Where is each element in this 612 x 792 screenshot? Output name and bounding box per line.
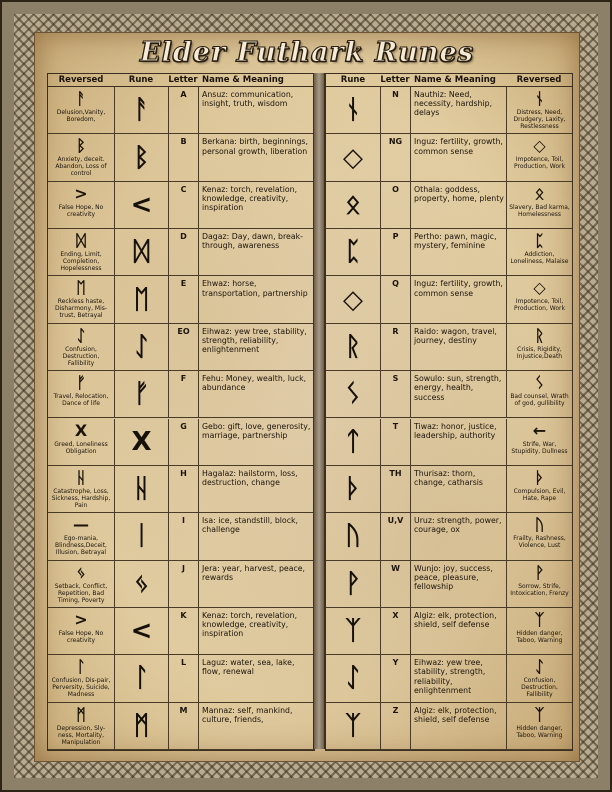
reversed-cell (506, 419, 572, 465)
rune-row (48, 87, 314, 134)
reversed-rune-glyph: ← (532, 420, 547, 440)
reversed-cell (506, 513, 572, 559)
reversed-cell (506, 324, 572, 370)
rune-letter: U,V (380, 513, 410, 559)
rune-letter: S (380, 371, 410, 417)
reversed-rune-glyph: ᛞ (76, 231, 86, 251)
left-rune-table (47, 73, 315, 751)
rune-name-meaning: Tiwaz: honor, justice, leadership, authority (410, 419, 506, 465)
rune-letter: Y (380, 655, 410, 701)
rune-name-meaning: Ehwaz: horse, transportation, partnership (198, 276, 314, 322)
reversed-rune-glyph: ᚾ (534, 89, 545, 108)
reversed-cell (48, 371, 114, 417)
rune-name-meaning: Pertho: pawn, magic, mystery, feminine (410, 229, 506, 275)
reversed-meaning: Ending, Limit, Completion, Hopelessness (60, 251, 102, 273)
rune-letter: EO (168, 324, 198, 370)
rune-glyph: ᛚ (114, 655, 168, 701)
rune-letter: R (380, 324, 410, 370)
reversed-rune-glyph: > (74, 609, 88, 629)
reversed-meaning: Distress, Need, Drudgery, Laxity, Restlessness (513, 109, 566, 130)
right-table-header (326, 74, 572, 87)
reversed-rune-glyph: ◇ (533, 278, 546, 298)
reversed-cell (48, 182, 114, 228)
rune-letter: F (168, 371, 198, 417)
rune-row (326, 703, 572, 750)
rune-row (48, 229, 314, 276)
rune-row (48, 419, 314, 466)
rune-letter: L (168, 655, 198, 701)
rune-name-meaning: Wunjo: joy, success, peace, pleasure, fellowship (410, 561, 506, 607)
rune-letter: P (380, 229, 410, 275)
reversed-rune-glyph: ᛇ (76, 325, 86, 345)
reversed-cell (48, 419, 114, 465)
reversed-meaning: Greed, Loneliness Obligation (54, 440, 108, 455)
rune-glyph: ᛞ (114, 229, 168, 275)
rune-name-meaning: Berkana: birth, beginnings, personal growth, liberation (198, 134, 314, 180)
reversed-rune-glyph: ᛉ (534, 609, 545, 629)
rune-name-meaning: Kenaz: torch, revelation, knowledge, creativity, inspiration (198, 608, 314, 654)
reversed-meaning: Impotence, Toil, Production, Work (514, 156, 565, 171)
reversed-cell (506, 561, 572, 607)
column-divider (313, 73, 325, 749)
rune-name-meaning: Isa: ice, standstill, block, challenge (198, 513, 314, 559)
reversed-cell (48, 608, 114, 654)
rune-letter: E (168, 276, 198, 322)
reversed-meaning: Slavery, Bad karma, Homelessness (509, 203, 570, 218)
header-letter: Letter (168, 75, 198, 85)
rune-glyph: ᚹ (345, 568, 361, 599)
reversed-meaning: Travel, Relocation, Dance of life (53, 393, 109, 408)
rune-row (326, 655, 572, 702)
rune-letter: A (168, 87, 198, 133)
rune-glyph: ᛃ (114, 561, 168, 607)
rune-glyph: ◇ (343, 142, 363, 173)
reversed-rune-glyph: ᚱ (534, 325, 545, 345)
reversed-meaning: Confusion, Destruction, Fallibility (62, 345, 100, 367)
reversed-meaning: Reckless haste, Disharmony, Mis-trust, Betrayal (54, 298, 108, 320)
rune-letter: M (168, 703, 198, 749)
reversed-meaning: Addiction, Loneliness, Malaise (510, 251, 569, 266)
reversed-cell (506, 182, 572, 228)
rune-letter: J (168, 561, 198, 607)
rune-glyph: ᛇ (345, 663, 361, 694)
reversed-cell (506, 87, 572, 133)
rune-name-meaning: Gebo: gift, love, generosity, marriage, partnership (198, 419, 314, 465)
rune-name-meaning: Uruz: strength, power, courage, ox (410, 513, 506, 559)
reversed-rune-glyph: ᚨ (76, 89, 86, 108)
reversed-meaning: Hidden danger, Taboo, Warning (516, 629, 563, 644)
rune-glyph: ᛉ (345, 710, 361, 741)
rune-glyph: ◇ (343, 284, 363, 315)
rune-name-meaning: Laguz: water, sea, lake, flow, renewal (198, 655, 314, 701)
rune-glyph: ᚢ (345, 521, 361, 552)
rune-letter: D (168, 229, 198, 275)
reversed-rune-glyph: ᚹ (534, 562, 545, 582)
rune-row (326, 561, 572, 608)
reversed-rune-glyph: > (74, 183, 88, 203)
reversed-cell (48, 513, 114, 559)
reversed-rune-glyph: ᛃ (76, 562, 86, 582)
rune-row (326, 229, 572, 276)
rune-row (326, 608, 572, 655)
rune-name-meaning: Nauthiz: Need, necessity, hardship, delays (410, 87, 506, 133)
rune-letter: Q (380, 276, 410, 322)
reversed-meaning: Hidden danger, Taboo, Warning (516, 724, 563, 739)
reversed-cell (506, 371, 572, 417)
rune-row (48, 182, 314, 229)
reversed-rune-glyph: ᛚ (76, 657, 86, 677)
rune-glyph: ᛒ (114, 134, 168, 180)
header-meaning: Name & Meaning (202, 75, 284, 85)
left-table-header (48, 74, 314, 87)
rune-row (326, 324, 572, 371)
rune-row (48, 371, 314, 418)
rune-glyph: ᚱ (345, 331, 361, 362)
rune-letter: I (168, 513, 198, 559)
reversed-meaning: Depression, Sly-ness, Mortality, Manipulation (56, 724, 106, 746)
rune-letter: NG (380, 134, 410, 180)
reversed-rune-glyph: ᛗ (76, 704, 86, 724)
rune-glyph: ᛗ (114, 703, 168, 749)
reversed-rune-glyph: ᛈ (534, 231, 545, 251)
reversed-meaning: Compulsion, Evil, Hate, Rape (513, 487, 566, 502)
header-reversed: Reversed (516, 75, 562, 85)
reversed-meaning: False Hope, No creativity (58, 629, 104, 644)
reversed-meaning: Setback, Conflict, Repetition, Bad Timing, Poverty (54, 582, 108, 604)
rune-row (48, 324, 314, 371)
rune-name-meaning: Kenaz: torch, revelation, knowledge, creativity, inspiration (198, 182, 314, 228)
left-table-rows (48, 87, 314, 750)
rune-letter: X (380, 608, 410, 654)
rune-row (326, 466, 572, 513)
right-table-rows (326, 87, 572, 750)
reversed-rune-glyph: — (73, 515, 89, 535)
rune-row (326, 182, 572, 229)
reversed-cell (506, 655, 572, 701)
rune-letter: TH (380, 466, 410, 512)
reversed-rune-glyph: ᚢ (534, 515, 545, 535)
reversed-rune-glyph: ᛖ (76, 278, 86, 298)
rune-letter: H (168, 466, 198, 512)
reversed-cell (48, 229, 114, 275)
rune-glyph: ᛊ (345, 379, 361, 410)
rune-glyph: < (114, 608, 168, 654)
rune-name-meaning: Algiz: elk, protection, shield, self defense (410, 703, 506, 749)
rune-name-meaning: Eihwaz: yew tree, stability, strength, reliability, enlightenment (198, 324, 314, 370)
rune-row (326, 87, 572, 134)
rune-name-meaning: Fehu: Money, wealth, luck, abundance (198, 371, 314, 417)
reversed-meaning: Bad counsel, Wrath of god, gullibility (510, 393, 569, 408)
rune-letter: N (380, 87, 410, 133)
reversed-rune-glyph: ᛊ (534, 373, 545, 393)
rune-row (48, 513, 314, 560)
rune-row (326, 371, 572, 418)
reversed-rune-glyph: ᛟ (534, 183, 545, 203)
reversed-cell (506, 276, 572, 322)
reversed-cell (506, 229, 572, 275)
rune-name-meaning: Jera: year, harvest, peace, rewards (198, 561, 314, 607)
reversed-meaning: Frailty, Rashness, Violence, Lust (513, 535, 566, 550)
reversed-rune-glyph: ᛒ (76, 136, 86, 156)
rune-row (48, 703, 314, 750)
rune-row (326, 513, 572, 560)
rune-name-meaning: Mannaz: self, mankind, culture, friends, (198, 703, 314, 749)
reversed-rune-glyph: X (74, 420, 88, 440)
rune-letter: T (380, 419, 410, 465)
rune-glyph: ᚾ (345, 95, 361, 126)
rune-glyph: ᛏ (345, 426, 361, 457)
rune-name-meaning: Raido: wagon, travel, journey, destiny (410, 324, 506, 370)
rune-row (48, 608, 314, 655)
rune-row (48, 276, 314, 323)
reversed-cell (506, 608, 572, 654)
rune-letter: K (168, 608, 198, 654)
reversed-meaning: Confusion, Destruction, Fallibility (521, 677, 558, 699)
rune-glyph: ᚨ (114, 87, 168, 133)
reversed-cell (48, 276, 114, 322)
rune-glyph: ᛁ (114, 513, 168, 559)
rune-name-meaning: Othala: goddess, property, home, plenty (410, 182, 506, 228)
rune-name-meaning: Hagalaz: hailstorm, loss, destruction, change (198, 466, 314, 512)
rune-name-meaning: Inguz: fertility, growth, common sense (410, 134, 506, 180)
reversed-meaning: Ego-mania, Blindness,Deceit, Illusion, Betrayal (55, 535, 107, 557)
rune-letter: W (380, 561, 410, 607)
rune-glyph: X (114, 419, 168, 465)
rune-name-meaning: Dagaz: Day, dawn, break-through, awareness (198, 229, 314, 275)
page-title: Elder Futhark Runes (140, 37, 474, 68)
reversed-rune-glyph: ᛉ (534, 704, 545, 724)
reversed-cell (48, 655, 114, 701)
rune-row (48, 561, 314, 608)
rune-row (326, 419, 572, 466)
rune-glyph: ᛇ (114, 324, 168, 370)
reversed-rune-glyph: ◇ (533, 136, 546, 156)
rune-name-meaning: Ansuz: communication, insight, truth, wisdom (198, 87, 314, 133)
rune-letter: C (168, 182, 198, 228)
parchment-sheet (34, 32, 580, 762)
rune-letter: O (380, 182, 410, 228)
rune-glyph: ᛉ (345, 616, 361, 647)
reversed-rune-glyph: ᚺ (76, 467, 86, 487)
reversed-meaning: Crisis, Rigidity, Injustice,Death (516, 345, 563, 360)
rune-row (326, 134, 572, 181)
reversed-cell (506, 703, 572, 749)
rune-name-meaning: Algiz: elk, protection, shield, self defense (410, 608, 506, 654)
reversed-meaning: Catastrophe, Loss, Sickness, Hardship, Pain (51, 487, 111, 509)
header-meaning: Name & Meaning (414, 75, 496, 85)
rune-row (48, 466, 314, 513)
reversed-rune-glyph: ᚠ (76, 373, 86, 393)
header-rune: Rune (128, 75, 154, 85)
reversed-rune-glyph: ᛇ (534, 657, 545, 677)
reversed-cell (48, 466, 114, 512)
reversed-cell (48, 703, 114, 749)
header-reversed: Reversed (58, 75, 104, 85)
header-rune: Rune (340, 75, 366, 85)
rune-row (48, 134, 314, 181)
reversed-meaning: False Hope, No creativity (58, 203, 104, 218)
reversed-meaning: Sorrow, Strife, Intoxication, Frenzy (510, 582, 569, 597)
reversed-meaning: Confusion, Dis-pair, Perversity, Suicide, Madness (51, 677, 111, 699)
reversed-cell (48, 134, 114, 180)
rune-glyph: ᚠ (114, 371, 168, 417)
rune-name-meaning: Eihwaz: yew tree, stability, strength, reliability, enlightenment (410, 655, 506, 701)
reversed-rune-glyph: ᚦ (534, 467, 545, 487)
reversed-meaning: Impotence, Toil, Production, Work (514, 298, 565, 313)
rune-name-meaning: Inguz: fertility, growth, common sense (410, 276, 506, 322)
rune-glyph: ᛈ (345, 237, 361, 268)
reversed-cell (506, 134, 572, 180)
rune-glyph: ᚦ (345, 474, 361, 505)
rune-letter: Z (380, 703, 410, 749)
header-letter: Letter (380, 75, 410, 85)
rune-row (48, 655, 314, 702)
reversed-cell (506, 466, 572, 512)
reversed-cell (48, 561, 114, 607)
right-rune-table (325, 73, 573, 751)
rune-row (326, 276, 572, 323)
rune-glyph: < (114, 182, 168, 228)
rune-glyph: ᛖ (114, 276, 168, 322)
reversed-cell (48, 87, 114, 133)
reversed-cell (48, 324, 114, 370)
reversed-meaning: Delusion,Vanity, Boredom, (56, 109, 106, 123)
rune-glyph: ᛟ (345, 189, 361, 220)
rune-glyph: ᚺ (114, 466, 168, 512)
reversed-meaning: Strife, War, Stupidity, Dullness (511, 440, 568, 455)
rune-name-meaning: Sowulo: sun, strength, energy, health, success (410, 371, 506, 417)
reversed-meaning: Anxiety, deceit. Abandon, Loss of control (55, 156, 107, 178)
rune-letter: G (168, 419, 198, 465)
rune-letter: B (168, 134, 198, 180)
rune-name-meaning: Thurisaz: thorn, change, catharsis (410, 466, 506, 512)
